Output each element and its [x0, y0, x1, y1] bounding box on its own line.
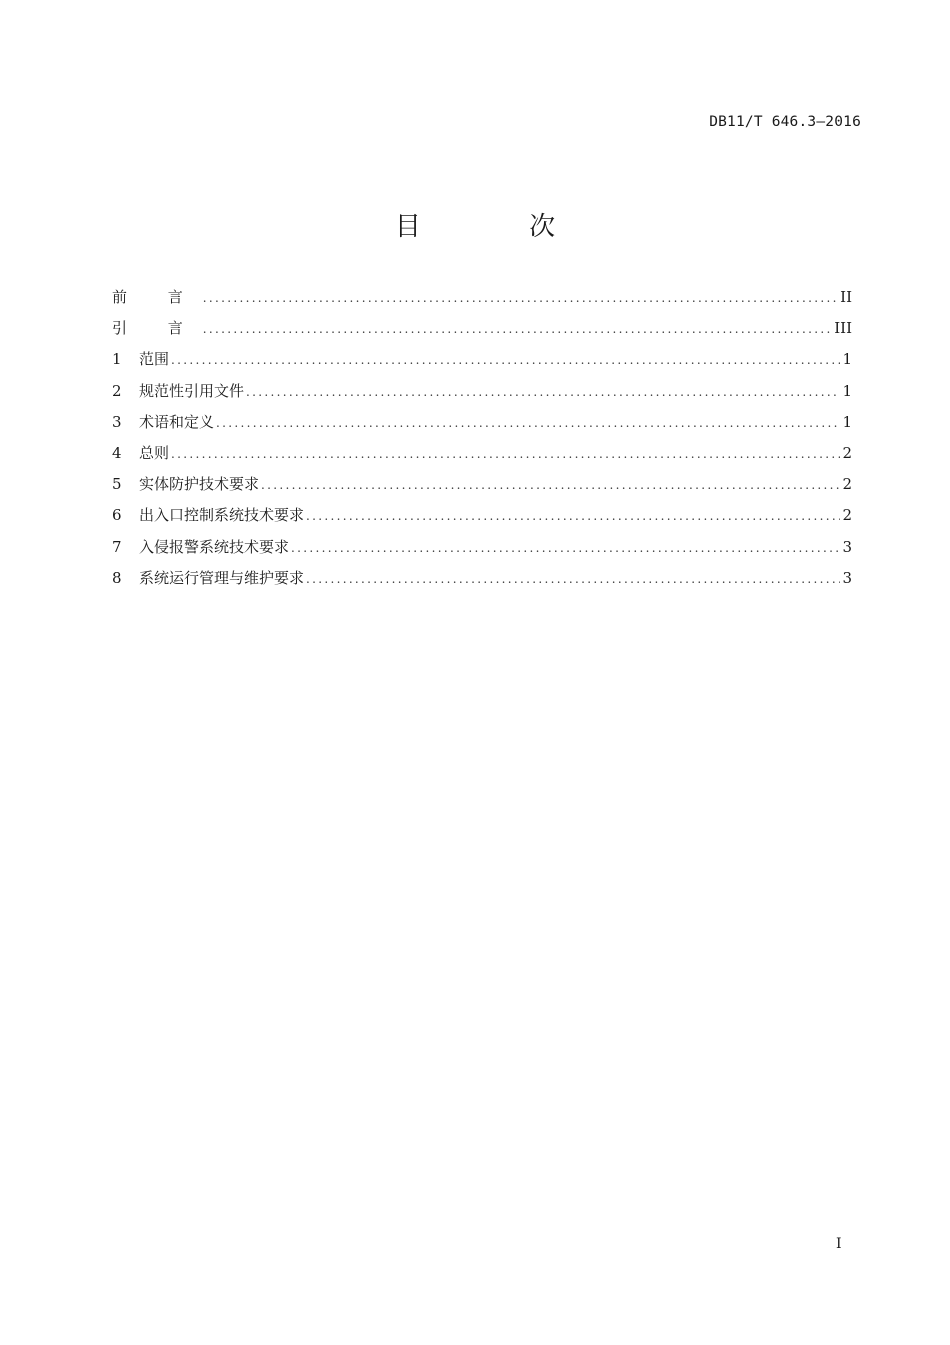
toc-entry-title: 范围 [139, 350, 170, 369]
toc-entry-general[interactable] [112, 442, 852, 473]
toc-entry-page: 1 [842, 381, 852, 400]
toc-entry-number: 3 [112, 412, 122, 431]
toc-entry-title: 术语和定义 [139, 412, 215, 431]
toc-entry-title: 入侵报警系统技术要求 [139, 537, 290, 556]
toc-entry-page: 2 [842, 443, 852, 462]
toc-entry-title: 实体防护技术要求 [139, 475, 260, 494]
toc-entry-page: II [840, 288, 852, 306]
standard-code: DB11/T 646.3—2016 [709, 114, 861, 130]
toc-leader-dots [261, 478, 840, 492]
toc-entry-terms-definitions[interactable] [112, 411, 852, 442]
toc-entry-number: 5 [112, 475, 122, 494]
toc-entry-scope[interactable] [112, 348, 852, 379]
toc-entry-access-control[interactable] [112, 504, 852, 535]
toc-entry-page: 3 [842, 537, 852, 556]
toc-entry-page: 2 [842, 506, 852, 525]
toc-entry-normative-references[interactable] [112, 380, 852, 411]
toc-entry-title: 系统运行管理与维护要求 [139, 568, 305, 587]
toc-leader-dots [306, 509, 840, 523]
toc-entry-page: 3 [842, 568, 852, 587]
toc-entry-title: 引 言 [112, 319, 201, 338]
toc-entry-operation-maintenance[interactable] [112, 567, 852, 598]
toc-entry-number: 4 [112, 443, 122, 462]
toc-entry-physical-protection[interactable] [112, 473, 852, 504]
page-title: 目 次 [394, 212, 606, 242]
toc-leader-dots [306, 572, 840, 586]
toc-leader-dots [171, 353, 840, 367]
toc-entry-number: 6 [112, 506, 122, 525]
toc-entry-number: 2 [112, 381, 122, 400]
toc-leader-dots [291, 541, 840, 555]
toc-entry-foreword[interactable] [112, 286, 852, 317]
toc-entry-number: 8 [112, 568, 122, 587]
toc-entry-number: 7 [112, 537, 122, 556]
toc-entry-number: 1 [112, 350, 122, 369]
table-of-contents [112, 286, 852, 598]
page-number: I [836, 1236, 842, 1252]
toc-leader-dots [203, 322, 832, 336]
toc-entry-intrusion-alarm[interactable] [112, 536, 852, 567]
toc-entry-title: 总则 [139, 443, 170, 462]
toc-leader-dots [216, 416, 840, 430]
toc-entry-page: 1 [842, 412, 852, 431]
toc-entry-title: 规范性引用文件 [139, 381, 245, 400]
toc-leader-dots [203, 291, 838, 305]
toc-entry-page: 2 [842, 475, 852, 494]
toc-entry-title: 出入口控制系统技术要求 [139, 506, 305, 525]
toc-leader-dots [171, 447, 840, 461]
toc-entry-page: III [834, 319, 852, 338]
toc-entry-page: 1 [842, 350, 852, 369]
toc-entry-introduction[interactable] [112, 317, 852, 348]
toc-leader-dots [246, 385, 840, 399]
toc-entry-title: 前 言 [112, 288, 201, 306]
